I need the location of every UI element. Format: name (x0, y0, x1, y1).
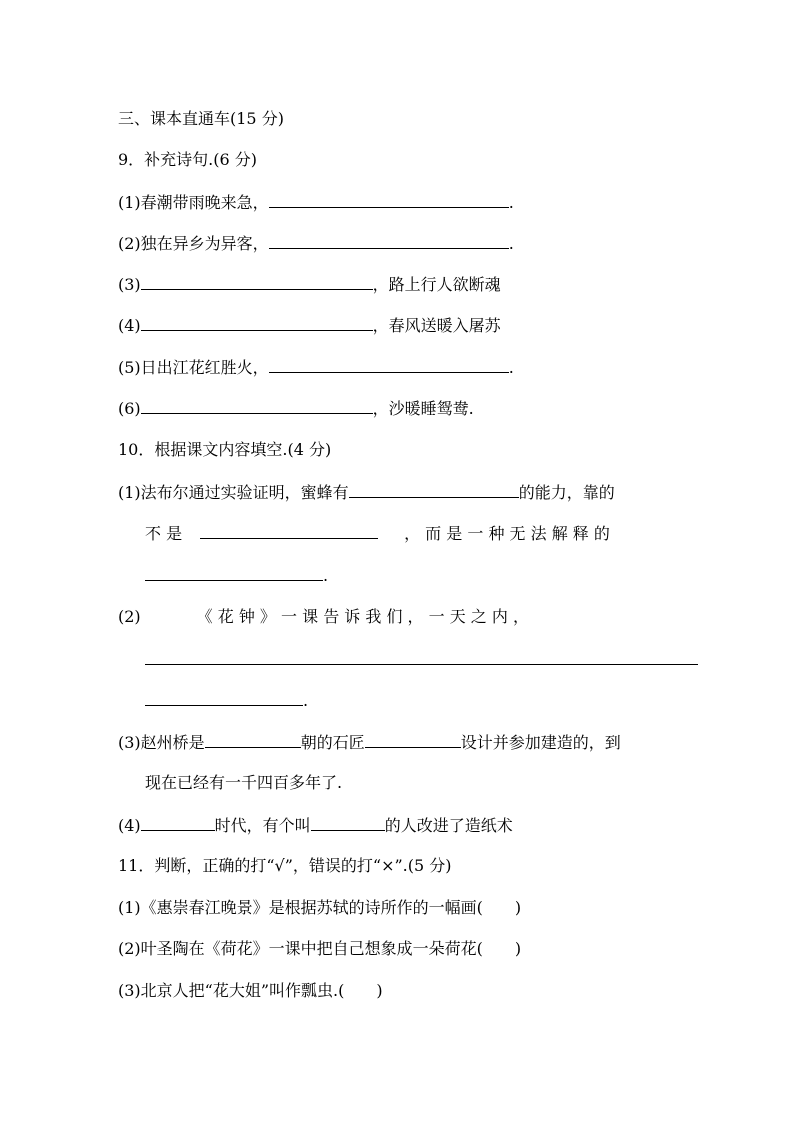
item-number: (1) (118, 483, 141, 502)
item-text: 时代，有个叫 (214, 816, 311, 835)
item-number: (4) (118, 316, 141, 335)
item-text: 不 是 (145, 524, 183, 543)
item-text: . (303, 691, 309, 710)
item-number: (1) (118, 193, 141, 212)
q10-item-1-line-2 (145, 522, 610, 545)
item-text: 朝的石匠 (300, 733, 365, 752)
item-number: (1) (118, 898, 141, 917)
item-text: . (323, 566, 329, 585)
item-text: 的能力，靠的 (518, 483, 615, 502)
section-title: 三、课本直通车(15 分) (118, 109, 284, 128)
item-text: 《惠崇春江晚景》是根据苏轼的诗所作的一幅画( ) (140, 898, 522, 917)
question-9-title: 9．补充诗句.(6 分) (118, 150, 258, 169)
answer-blank[interactable] (145, 564, 323, 581)
item-text: 的人改进了造纸术 (384, 816, 513, 835)
q11-item-1 (118, 897, 521, 919)
q9-item-4 (118, 314, 501, 337)
answer-blank-long[interactable] (145, 664, 698, 665)
q9-item-3 (118, 273, 501, 296)
item-text: 北京人把“花大姐”叫作瓢虫.( ) (140, 981, 383, 1000)
item-number: (3) (118, 275, 141, 294)
answer-blank[interactable] (145, 689, 303, 706)
answer-blank[interactable] (349, 481, 519, 498)
item-number: (5) (118, 358, 141, 377)
q10-item-2-line-1 (118, 606, 529, 628)
q9-item-5 (118, 356, 514, 379)
answer-blank[interactable] (269, 356, 509, 373)
answer-blank[interactable] (141, 397, 373, 414)
item-text: . (508, 193, 514, 212)
item-text: 设计并参加建造的，到 (460, 733, 621, 752)
item-number: (3) (118, 981, 141, 1000)
item-number: (6) (118, 399, 141, 418)
q10-item-2-line-3 (145, 689, 308, 712)
item-text: ，春风送暖入屠苏 (372, 316, 501, 335)
question-10-title: 10．根据课文内容填空.(4 分) (118, 440, 332, 459)
answer-blank[interactable] (200, 522, 378, 539)
q10-item-3-line-2: 现在已经有一千四百多年了. (145, 773, 343, 792)
answer-blank[interactable] (311, 814, 385, 831)
q11-item-3 (118, 980, 383, 1002)
item-text: ，路上行人欲断魂 (372, 275, 501, 294)
item-text: ，沙暖睡鸳鸯. (372, 399, 474, 418)
answer-blank[interactable] (269, 191, 509, 208)
item-text: 独在异乡为异客， (140, 234, 269, 253)
item-number: (3) (118, 733, 141, 752)
question-11-title: 11．判断，正确的打“√”，错误的打“×”.(5 分) (118, 856, 452, 875)
q9-item-2 (118, 232, 514, 255)
answer-blank[interactable] (141, 314, 373, 331)
q10-item-1-line-3 (145, 564, 328, 587)
answer-blank[interactable] (141, 273, 373, 290)
q11-item-2 (118, 938, 521, 960)
item-text: 法布尔通过实验证明，蜜蜂有 (140, 483, 349, 502)
answer-blank[interactable] (141, 814, 215, 831)
answer-blank[interactable] (269, 232, 509, 249)
item-text: . (508, 234, 514, 253)
item-text: 春潮带雨晚来急， (140, 193, 269, 212)
item-text: 《 花 钟 》 一 课 告 诉 我 们 ， 一 天 之 内 ， (196, 607, 529, 626)
item-text: 赵州桥是 (140, 733, 205, 752)
item-text: ， 而 是 一 种 无 法 解 释 的 (404, 524, 610, 543)
q9-item-1 (118, 191, 514, 214)
item-number: (2) (118, 939, 141, 958)
item-number: (2) (118, 234, 141, 253)
answer-blank[interactable] (365, 731, 461, 748)
item-text: 日出江花红胜火， (140, 358, 269, 377)
answer-blank[interactable] (205, 731, 301, 748)
item-number: (4) (118, 816, 141, 835)
item-text: . (508, 358, 514, 377)
item-number: (2) (118, 607, 141, 626)
q10-item-1-line-1 (118, 481, 615, 504)
q10-item-3-line-1 (118, 731, 621, 754)
q9-item-6 (118, 397, 474, 420)
item-text: 叶圣陶在《荷花》一课中把自己想象成一朵荷花( ) (140, 939, 522, 958)
q10-item-4 (118, 814, 513, 837)
